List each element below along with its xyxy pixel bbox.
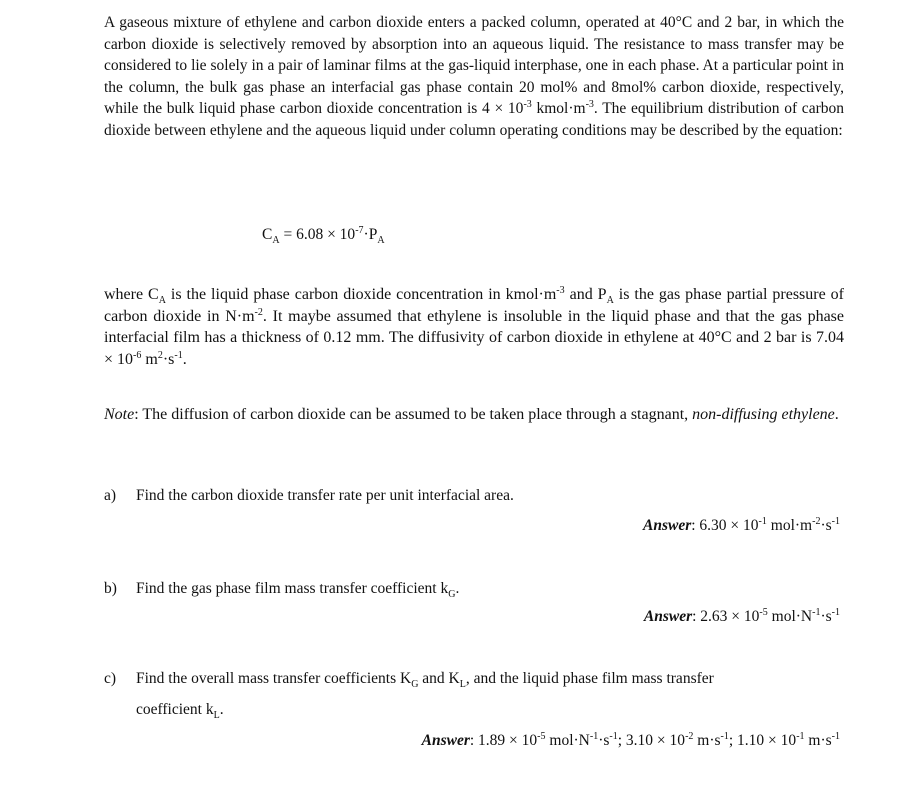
where-t8: . (182, 350, 187, 368)
question-c-t2: and K (418, 670, 460, 687)
answer-b-unit: mol·N (767, 608, 813, 625)
question-b-tail: . (455, 580, 460, 597)
question-b (104, 580, 460, 601)
where-e5: -1 (174, 349, 183, 361)
question-c-s1: G (411, 679, 419, 691)
question-c-line2-text: coefficient k (136, 701, 214, 718)
answer-a-e1: -1 (758, 516, 767, 527)
note-t3: . (834, 406, 839, 423)
where-t2: is the liquid phase carbon dioxide concentration in kmol·m (165, 286, 557, 303)
answer-a-label: Answer (642, 517, 692, 534)
eq-lhs: C (262, 226, 273, 243)
question-b-text: Find the gas phase film mass transfer coefficient k (136, 580, 449, 597)
question-c-s2: L (459, 679, 466, 691)
answer-c-v2: ; 3.10 × 10 (617, 732, 686, 749)
where-s2: A (606, 295, 614, 307)
intro-text: A gaseous mixture of ethylene and carbon dioxide enters a packed column, operated at 40°C and 2 bar, in which the carbon dioxide is selectively removed by absorption into an aqueous liquid. The resistance to mass transfer may be considered to lie solely in a pair of laminar films at the gas-liquid interphase, one in each phase. At a particular point in the column, the bulk gas phase an interfacial gas phase contain 20 mol% and 8mol% carbon dioxide, respectively, while the bulk liquid phase carbon dioxide concentration is 4 × 10 (104, 14, 844, 117)
answer-a (643, 517, 840, 535)
answer-a-e2: -2 (812, 516, 821, 527)
answer-c-v1: : 1.89 × 10 (469, 732, 538, 749)
eq-rhs: ·P (363, 226, 378, 243)
question-b-label: b) (104, 580, 117, 597)
answer-a-unit: mol·m (766, 517, 813, 534)
where-e2: -2 (254, 306, 263, 318)
question-b-sub: G (448, 589, 456, 601)
question-c-line2-tail: . (219, 701, 224, 718)
note-paragraph (104, 404, 844, 426)
intro-tail: . The equilibrium distribution of carbon dioxide between ethylene and the aqueous liquid under column operating conditions may be described by the equation: (104, 100, 844, 139)
question-c (104, 670, 714, 691)
answer-c-u3e: -1 (831, 731, 840, 742)
intro-exp: -3 (523, 99, 532, 110)
question-a (104, 487, 514, 505)
answer-b-unit2: ·s (820, 608, 832, 625)
where-t7: ·s (162, 350, 175, 368)
question-a-text: Find the carbon dioxide transfer rate per unit interfacial area. (136, 487, 514, 504)
where-e1: -3 (556, 285, 565, 296)
where-paragraph (104, 284, 844, 370)
answer-c-u1: mol·N (545, 732, 590, 749)
intro-paragraph (104, 12, 844, 141)
where-t4: is the gas phase partial pressure of carbon dioxide in N·m (104, 286, 845, 325)
note-t1: : The diffusion of carbon dioxide can be assumed to be taken place through a stagnant, (134, 406, 693, 423)
answer-c-u2e: -1 (720, 731, 729, 742)
answer-c-label: Answer (421, 732, 470, 749)
question-c-t1: Find the overall mass transfer coefficients K (136, 670, 412, 687)
where-t1: where C (104, 286, 159, 303)
question-c-t3: , and the liquid phase film mass transfer (465, 670, 714, 687)
answer-c-u1b: ·s (598, 732, 610, 749)
question-c-s3: L (213, 710, 220, 722)
answer-c-v3e: -1 (796, 731, 805, 742)
answer-b-e1: -5 (759, 607, 768, 618)
where-s1: A (158, 295, 166, 307)
answer-b-label: Answer (643, 608, 693, 625)
answer-c-u1be: -1 (609, 731, 618, 742)
answer-a-value: : 6.30 × 10 (691, 517, 759, 534)
answer-c (422, 732, 840, 750)
question-c-line2 (136, 701, 224, 722)
where-block (104, 284, 844, 370)
eq-exp: -7 (355, 225, 364, 236)
intro-unit-exp: -3 (585, 99, 594, 110)
answer-c-u1e: -1 (589, 731, 599, 742)
equation (262, 225, 562, 247)
answer-c-v1e: -5 (537, 731, 546, 742)
answer-b (644, 608, 840, 626)
answer-a-unit2: ·s (820, 517, 832, 534)
answer-a-e3: -1 (831, 516, 840, 527)
where-e4: 2 (157, 349, 163, 361)
answer-c-v3: ; 1.10 × 10 (728, 732, 797, 749)
answer-c-u3: m·s (804, 732, 832, 749)
note-label: Note (104, 406, 135, 423)
where-t6: m (141, 350, 158, 368)
problem-text (104, 12, 844, 141)
answer-c-v2e: -2 (685, 731, 694, 742)
where-t5: . It maybe assumed that ethylene is insoluble in the liquid phase and that the gas phase interfacial film has a thickness of 0.12 mm. The diffusivity of carbon dioxide in ethylene at 40°C and 2 bar is 7.04 × 10 (104, 307, 845, 368)
eq-mid: = 6.08 × 10 (279, 226, 356, 243)
answer-b-value: : 2.63 × 10 (692, 608, 760, 625)
answer-c-u2: m·s (693, 732, 721, 749)
eq-rhs-sub: A (377, 235, 385, 247)
question-c-label: c) (104, 670, 117, 687)
answer-b-e3: -1 (831, 607, 840, 618)
note-t2: non-diffusing ethylene (692, 406, 835, 423)
question-a-label: a) (104, 487, 117, 504)
eq-lhs-sub: A (272, 235, 280, 247)
answer-b-e2: -1 (812, 607, 821, 618)
where-e3: -6 (133, 349, 142, 361)
where-t3: and P (564, 286, 607, 303)
note-block (104, 404, 844, 426)
intro-unit: kmol·m (531, 100, 586, 117)
